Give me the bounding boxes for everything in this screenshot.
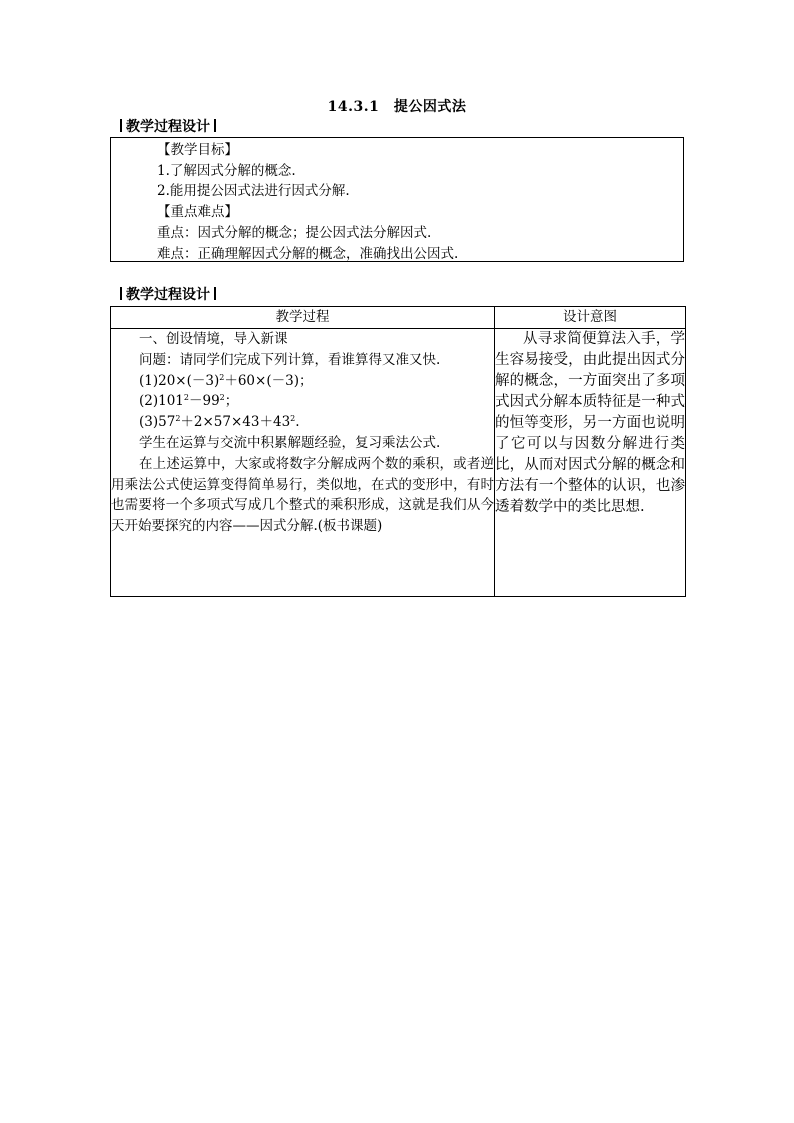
process-table [110,306,686,597]
section-label-design-2 [116,287,220,303]
key-point: 重点：因式分解的概念；提公因式法分解因式. [157,224,432,241]
key-difficult-heading: 【重点难点】 [157,204,238,221]
process-paragraph: 在上述运算中，大家或将数字分解成两个数的乘积，或者逆用乘法公式使运算变得简单易行，类似地，在式的变形中，有时也需要将一个多项式写成几个整式的乘积形成，这就是我们从今天开始要探究的内容——因式分解.(板书课题) [111,455,494,535]
intent-text: 从寻求简便算法入手，学生容易接受，由此提出因式分解的概念，一方面突出了多项式因式分解本质特征是一种式的恒等变形，另一方面也说明了它可以与因数分解进行类比，从而对因式分解的概念和方法有一个整体的认识，也渗透着数学中的类比思想. [495,331,685,515]
goal-item: 1.了解因式分解的概念. [157,162,296,179]
column-header-intent: 设计意图 [495,307,686,329]
goal-item: 2.能用提公因式法进行因式分解. [157,183,350,200]
calc-item: $(3)57^2+2\times 57\times 43+43^2$. [139,414,300,431]
label-bar-left [120,287,122,300]
label-bar-left [120,119,122,132]
intent-cell [495,329,686,597]
table-row [111,329,686,597]
section-label-text: 教学过程设计 [126,287,210,303]
calc-item: $(2)101^2-99^2$； [139,393,239,410]
section-label-design-1 [116,119,220,135]
process-cell [111,329,495,597]
objectives-box [110,137,684,262]
difficult-point: 难点：正确理解因式分解的概念，准确找出公因式. [157,245,459,262]
document-title: 14.3.1 提公因式法 [327,99,467,115]
calc-item: $(1)20\times(-3)^2+60\times(-3)$； [139,372,313,389]
label-bar-right [214,287,216,300]
label-bar-right [214,119,216,132]
table-header-row [111,307,686,329]
column-header-process: 教学过程 [111,307,495,329]
process-question: 问题：请同学们完成下列计算，看谁算得又准又快. [139,351,441,368]
section-label-text: 教学过程设计 [126,119,210,135]
process-heading: 一、创设情境，导入新课 [139,331,288,347]
process-paragraph: 学生在运算与交流中积累解题经验，复习乘法公式. [139,434,441,451]
goals-heading: 【教学目标】 [157,142,238,158]
